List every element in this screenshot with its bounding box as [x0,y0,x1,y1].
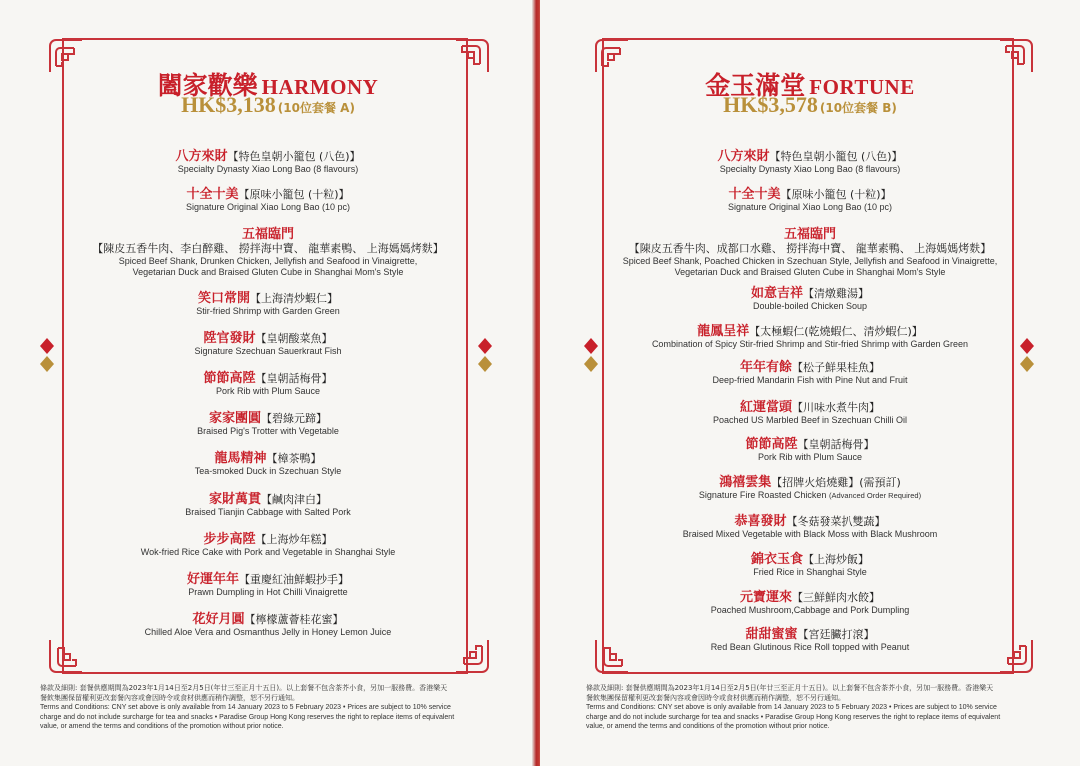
terms-en-line: Terms and Conditions: CNY set above is only available from 14 January 2023 to 5 February 2023 • Prices are subject to 10% service [586,704,997,711]
dish-item [0,372,536,397]
dish-detail-cn: 【重慶紅油鮮蝦抄手】 [239,573,349,586]
dish-item [540,325,1080,350]
dish-name-cn: 八方來財 [175,149,228,164]
dish-name-en: Vegetarian Duck and Braised Gluten Cube in Shanghai Mom's Style [674,267,946,277]
dish-cn-line [0,228,536,242]
dish-item [540,591,1080,616]
dish-item [540,228,1080,278]
set-title-cn: 金玉滿堂 [705,71,806,100]
dish-name-cn: 紅運當頭 [739,400,792,415]
menu-page-fortune [540,0,1080,766]
dish-name-en: Pork Rib with Plum Sauce [215,386,321,396]
dish-item [540,401,1080,426]
dish-item [0,573,536,598]
diamond-ornament-icon [1020,338,1034,372]
dish-name-cn: 十全十美 [728,187,781,202]
dish-item [540,438,1080,463]
dish-name-en: Spiced Beef Shank, Poached Chicken in Szechuan Style, Jellyfish and Seafood in Vinaigrette, [622,256,998,266]
dish-name-cn: 甜甜蜜蜜 [745,627,798,642]
dish-detail-cn: 【皇朝話梅骨】 [255,372,333,385]
dish-name-en: Prawn Dumpling in Hot Chilli Vinaigrette [188,587,348,597]
dish-name-en: Specialty Dynasty Xiao Long Bao (8 flavours) [177,164,359,174]
dish-cn-line [0,332,536,346]
dish-cn-line [0,412,536,426]
dish-cn-line [0,150,536,164]
dish-item [540,287,1080,312]
terms-cn-line: 餐飲集團保留權利更改套餐內容或會因時令或食材供應而稍作調整，恕不另行通知。 [40,693,299,702]
price-note: (10位套餐 A) [277,101,355,115]
dish-name-en: Poached Mushroom,Cabbage and Pork Dumpling [710,605,910,615]
set-title-cn: 闔家歡樂 [157,71,258,100]
dish-name-cn: 龍馬精神 [214,451,267,466]
dish-name-cn: 笑口常開 [197,291,250,306]
terms-cn-line: 條款及細則: 套餐供應期間為2023年1月14日至2月5日(年廿三至正月十五日)。以上套餐不包含茶芥小食，另加一服務費。香港樂天 [40,684,448,692]
dish-name-en: Red Bean Glutinous Rice Roll topped with Peanut [710,642,910,652]
dish-name-cn: 元寶運來 [739,590,792,605]
dish-detail-cn: 【陳皮五香牛肉、李白醉雞、 撈拌海中寶、 龍華素鴨、 上海媽媽烤麩】 [92,242,444,255]
dish-cn-line [540,287,1080,301]
dish-name-cn: 陞官發財 [203,331,256,346]
dish-name-en: Stir-fried Shrimp with Garden Green [196,306,340,316]
dish-detail-cn: 【特色皇朝小籠包 (八色)】 [769,150,903,163]
dish-name-en: Braised Pig's Trotter with Vegetable [197,426,339,436]
set-title-en: HARMONY [261,75,379,99]
dish-cn-line [0,493,536,507]
dish-item [540,553,1080,578]
dish-cn-line [540,228,1080,242]
dish-item [0,533,536,558]
dish-name-en: Fried Rice in Shanghai Style [753,567,867,577]
dish-item [0,452,536,477]
dish-name-en: Braised Tianjin Cabbage with Salted Pork [185,507,351,517]
price-amount: HK$3,138 [181,92,276,117]
dish-name-cn: 十全十美 [186,187,239,202]
dish-cn-line [0,372,536,386]
dish-detail-cn: 【三鮮鮮肉水餃】 [792,591,880,604]
dish-detail-cn: 【川味水煮牛肉】 [792,401,880,414]
dish-name-en: Signature Fire Roasted Chicken (Advanced Order Required) [698,490,922,500]
dish-cn-line [540,476,1080,490]
terms-cn-line: 餐飲集團保留權利更改套餐內容或會因時令或食材供應而稍作調整，恕不另行通知。 [586,693,845,702]
dish-cn-line [0,573,536,587]
diamond-ornament-icon [478,338,492,372]
dish-item [0,292,536,317]
price-note: (10位套餐 B) [819,101,897,115]
dish-item [0,188,536,213]
dish-item [540,188,1080,213]
dish-cn-line [540,591,1080,605]
dish-detail-cn: 【上海炒年糕】 [255,533,333,546]
price-amount: HK$3,578 [723,92,818,117]
dish-item [0,412,536,437]
corner-ornament-icon [452,636,492,676]
dish-item [0,493,536,518]
dish-name-cn: 如意吉祥 [750,286,803,301]
terms-cn-line: 條款及細則: 套餐供應期間為2023年1月14日至2月5日(年廿三至正月十五日)。以上套餐不包含茶芥小食，另加一服務費。香港樂天 [586,684,994,692]
diamond-ornament-icon [584,338,598,372]
dish-name-en: Tea-smoked Duck in Szechuan Style [194,466,342,476]
dish-name-en: Chilled Aloe Vera and Osmanthus Jelly in Honey Lemon Juice [144,627,392,637]
dish-name-en: Specialty Dynasty Xiao Long Bao (8 flavours) [719,164,901,174]
dish-name-cn: 花好月圓 [192,612,245,627]
dish-detail-cn: 【皇朝酸菜魚】 [255,332,333,345]
terms-en-line: value, or amend the terms and conditions of the promotion without prior notice. [40,723,284,730]
set-price [0,92,536,118]
dish-name-en: Poached US Marbled Beef in Szechuan Chilli Oil [712,415,908,425]
dish-name-cn: 家財萬貫 [208,492,261,507]
dish-name-cn: 步步高陞 [203,532,256,547]
dish-detail-cn: 【太極蝦仁(乾燒蝦仁、清炒蝦仁)】 [749,325,923,338]
dish-name-en: Spiced Beef Shank, Drunken Chicken, Jellyfish and Seafood in Vinaigrette, [118,256,418,266]
corner-ornament-icon [996,36,1036,76]
dish-name-cn: 龍鳳呈祥 [697,324,750,339]
dish-detail-cn: 【特色皇朝小籠包 (八色)】 [227,150,361,163]
terms-and-conditions [586,684,1066,732]
dish-detail-cn: 【陳皮五香牛肉、成都口水雞、 撈拌海中寶、 龍華素鴨、 上海媽媽烤麩】 [628,242,992,255]
dish-item [0,228,536,278]
dish-name-cn: 好運年年 [186,572,239,587]
dish-item [540,476,1080,501]
dish-name-en: Signature Original Xiao Long Bao (10 pc) [727,202,893,212]
dish-name-en: Double-boiled Chicken Soup [752,301,868,311]
dish-name-cn: 八方來財 [717,149,770,164]
corner-ornament-icon [592,36,632,76]
dish-name-cn: 節節高陞 [745,437,798,452]
dish-item [540,361,1080,386]
dish-name-en: Vegetarian Duck and Braised Gluten Cube in Shanghai Mom's Style [132,267,404,277]
dish-item [0,613,536,638]
dish-name-cn: 恭喜發財 [734,514,787,529]
dish-detail-cn: 【樟茶鴨】 [266,452,322,465]
dish-cn-line [540,361,1080,375]
dish-cn-line [0,452,536,466]
diamond-ornament-icon [40,338,54,372]
page-border [602,38,1014,674]
terms-en-line: value, or amend the terms and conditions of the promotion without prior notice. [586,723,830,730]
dish-name-cn: 節節高陞 [203,371,256,386]
dish-name-cn: 五福臨門 [783,227,836,242]
terms-en-line: charge and do not include surcharge for tea and snacks • Paradise Group Hong Kong reserves the right to replace items of equivalent [40,713,455,721]
dish-cn-line [540,325,1080,339]
dish-cn-line [540,515,1080,529]
corner-ornament-icon [452,36,492,76]
dish-cn-line [0,188,536,202]
dish-detail-cn: 【上海炒飯】 [803,553,869,566]
dish-detail-cn: 【上海清炒蝦仁】 [250,292,338,305]
dish-name-en: Deep-fried Mandarin Fish with Pine Nut and Fruit [712,375,908,385]
dish-detail-cn: 【鹹肉津白】 [261,493,327,506]
dish-cn-line [0,292,536,306]
dish-detail-cn: 【碧綠元蹄】 [261,412,327,425]
dish-cn-line [540,438,1080,452]
set-title-en: FORTUNE [809,75,915,99]
dish-item [540,150,1080,175]
terms-en-line: Terms and Conditions: CNY set above is only available from 14 January 2023 to 5 February 2023 • Prices are subject to 10% service [40,704,451,711]
dish-item [540,515,1080,540]
terms-and-conditions [40,684,520,732]
dish-cn-line [540,401,1080,415]
dish-detail-cn: 【皇朝話梅骨】 [797,438,875,451]
dish-cn-line [0,533,536,547]
dish-cn-line [540,188,1080,202]
dish-cn-line [540,553,1080,567]
menu-page-harmony [0,0,536,766]
dish-detail-cn: 【宮廷臟打滾】 [797,628,875,641]
dish-name-en: Wok-fried Rice Cake with Pork and Vegetable in Shanghai Style [140,547,396,557]
dish-name-cn: 五福臨門 [241,227,294,242]
dish-item [0,332,536,357]
dish-detail-cn: 【清燉雞湯】 [803,287,869,300]
dish-name-en: Pork Rib with Plum Sauce [757,452,863,462]
terms-en-line: charge and do not include surcharge for tea and snacks • Paradise Group Hong Kong reserves the right to replace items of equivalent [586,713,1001,721]
dish-name-cn: 鴻禧雲集 [719,475,772,490]
dish-item [0,150,536,175]
set-price [540,92,1080,118]
dish-note-en: (Advanced Order Required) [828,491,922,500]
dish-detail-cn: 【檸檬蘆薈桂花蜜】 [244,613,344,626]
dish-name-cn: 錦衣玉食 [750,552,803,567]
dish-cn-line [0,613,536,627]
dish-detail-cn: 【松子鮮果桂魚】 [792,361,880,374]
dish-name-en: Braised Mixed Vegetable with Black Moss with Black Mushroom [682,529,938,539]
dish-detail-cn: 【原味小籠包 (十粒)】 [780,188,892,201]
dish-name-cn: 年年有餘 [739,360,792,375]
dish-name-en: Combination of Spicy Stir-fried Shrimp and Stir-fried Shrimp with Garden Green [651,339,969,349]
corner-ornament-icon [996,636,1036,676]
dish-name-en: Signature Szechuan Sauerkraut Fish [194,346,342,356]
dish-detail-cn: 【原味小籠包 (十粒)】 [238,188,350,201]
corner-ornament-icon [46,636,86,676]
dish-detail-cn: 【招牌火焰燒雞】(需預訂) [771,476,901,489]
dish-name-en: Signature Original Xiao Long Bao (10 pc) [185,202,351,212]
dish-name-cn: 家家團圓 [208,411,261,426]
corner-ornament-icon [46,36,86,76]
dish-detail-cn: 【冬菇發菜扒雙蔬】 [786,515,886,528]
corner-ornament-icon [592,636,632,676]
dish-cn-line [540,150,1080,164]
